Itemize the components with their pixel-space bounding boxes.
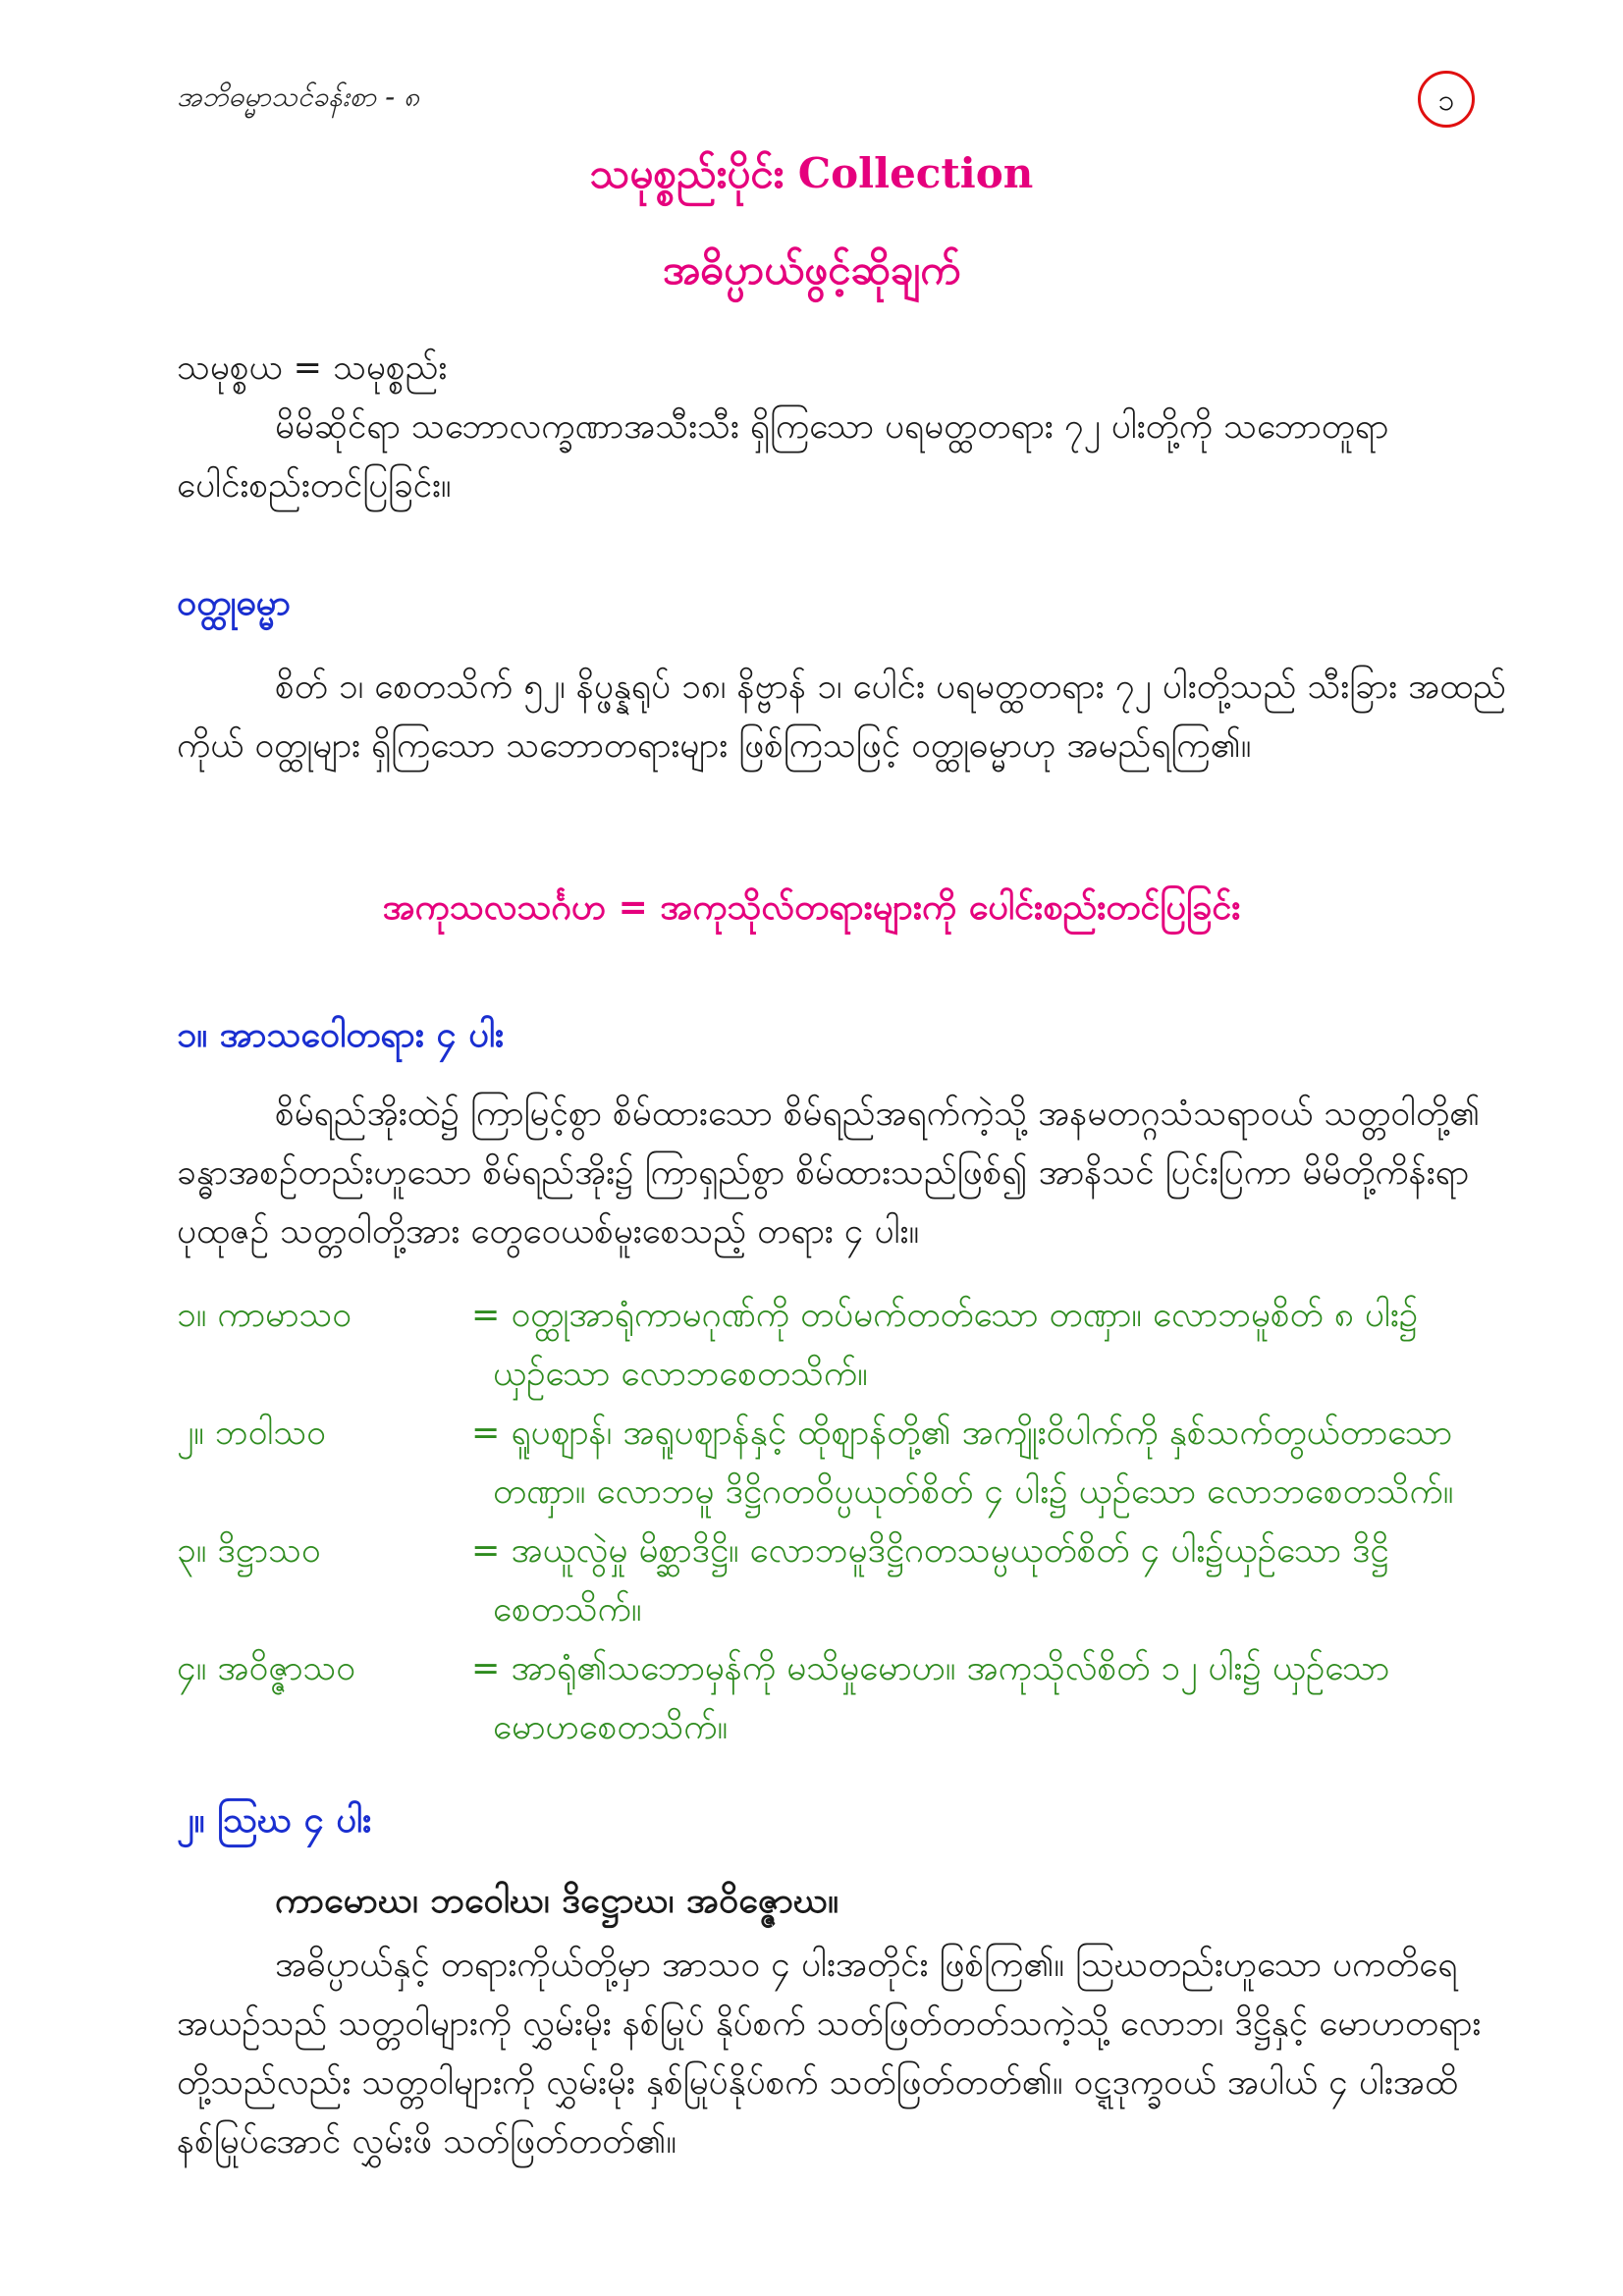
asava-term: ၄။ အဝိဇ္ဇာသဝ [177, 1649, 355, 1688]
asava-definition-line: = ဝတ္ထုအာရုံကာမဂုဏ်ကို တပ်မက်တတ်သော တဏှာ။ လောဘမူစိတ် ၈ ပါး၌ [471, 1296, 1419, 1335]
asava-term: ၃။ ဒိဋ္ဌာသဝ [177, 1531, 321, 1571]
section-heading-vatthu: ဝတ္ထုဓမ္မာ [177, 583, 292, 623]
subsection-heading-asava: ၁။ အာသဝေါတရား ၄ ပါး [177, 1015, 505, 1055]
page-subtitle: အဓိပ္ပာယ်ဖွင့်ဆိုချက် [662, 245, 961, 294]
intro-definition: သမုစ္စယ = သမုစ္စည်း [177, 348, 448, 388]
page-number: ၁ [1418, 71, 1475, 128]
vatthu-paragraph: စိတ် ၁၊ စေတသိက် ၅၂၊ နိပ္ဖန္နရုပ် ၁၈၊ နိဗ္ဗာန် ၁၊ ပေါင်း ပရမတ္ထတရား ၇၂ ပါးတို့သည် သီးခြား အထည် ကိုယ် ဝတ္ထုများ ရှိကြသော သဘောတရားများ ဖြစ်ကြသဖြင့် ဝတ္ထုဓမ္မာဟု အမည်ရကြ၏။ [177, 667, 1506, 766]
section-heading-akusala: အကုသလသင်္ဂဟ = အကုသိုလ်တရားများကို ပေါင်းစည်းတင်ပြခြင်း [382, 887, 1241, 928]
asava-definition-line: = အာရုံ၏သဘောမှန်ကို မသိမှုမောဟ။ အကုသိုလ်စိတ် ၁၂ ပါး၌ ယှဉ်သော [471, 1649, 1390, 1688]
asava-term: ၁။ ကာမာသဝ [177, 1296, 352, 1335]
asava-definition-line: မောဟစေတသိက်။ [493, 1708, 729, 1747]
asava-definition-line: တဏှာ။ လောဘမူ ဒိဋ္ဌိဂတဝိပ္ပယုတ်စိတ် ၄ ပါး၌ ယှဉ်သော လောဘစေတသိက်။ [493, 1472, 1454, 1512]
asava-definition-line: ယှဉ်သော လောဘစေတသိက်။ [493, 1355, 868, 1394]
asava-definition-line: = အယူလွဲမှု မိစ္ဆာဒိဋ္ဌိ။ လောဘမူဒိဋ္ဌိဂတသမ္ပယုတ်စိတ် ၄ ပါး၌ယှဉ်သော ဒိဋ္ဌိ [471, 1531, 1389, 1571]
page-title: သမုစ္စည်းပိုင်း Collection [589, 149, 1034, 197]
intro-paragraph: မိမိဆိုင်ရာ သဘောလက္ခဏာအသီးသီး ရှိကြသော ပရမတ္ထတရား ၇၂ ပါးတို့ကို သဘောတူရာ ပေါင်းစည်းတင်ပြခြင်း။ [177, 407, 1389, 506]
asava-definition-line: စေတသိက်။ [493, 1590, 642, 1629]
ogha-paragraph: အဓိပ္ပာယ်နှင့် တရားကိုယ်တို့မှာ အာသဝ ၄ ပါးအတိုင်း ဖြစ်ကြ၏။ ဩဃတည်းဟူသော ပကတိရေအယဉ်သည် သတ္တဝါများကို လွှမ်းမိုး နစ်မြုပ် နိုပ်စက် သတ်ဖြတ်တတ်သကဲ့သို့ လောဘ၊ ဒိဋ္ဌိနှင့် မောဟတရားတို့သည်လည်း သတ္တဝါများကို လွှမ်းမိုး နှစ်မြုပ်နိုပ်စက် သတ်ဖြတ်တတ်၏။ ဝဋ္ဋဒုက္ခဝယ် အပါယ် ၄ ပါးအထိ နစ်မြုပ်အောင် လွှမ်းဖိ သတ်ဖြတ်တတ်၏။ [177, 1946, 1482, 2162]
asava-definition-line: = ရူပဈာန်၊ အရူပဈာန်နှင့် ထိုဈာန်တို့၏ အကျိုးဝိပါက်ကို နှစ်သက်တွယ်တာသော [471, 1414, 1452, 1453]
ogha-list-line: ကာမောဃ၊ ဘဝေါဃ၊ ဒိဋ္ဌောဃ၊ အဝိဇ္ဇောဃ။ [275, 1881, 839, 1921]
asava-paragraph: စိမ်ရည်အိုးထဲ၌ ကြာမြင့်စွာ စိမ်ထားသော စိမ်ရည်အရက်ကဲ့သို့ အနမတဂ္ဂသံသရာဝယ် သတ္တဝါတို့၏ ခန္ဓာအစဉ်တည်းဟူသော စိမ်ရည်အိုး၌ ကြာရှည်စွာ စိမ်ထားသည်ဖြစ်၍ အာနိသင် ပြင်းပြကာ မိမိတို့ကိန်းရာ ပုထုဇဉ် သတ္တဝါတို့အား တွေဝေယစ်မူးစေသည့် တရား ၄ ပါး။ [177, 1095, 1481, 1252]
subsection-heading-ogha: ၂။ ဩဃ ၄ ပါး [177, 1800, 372, 1841]
asava-term: ၂။ ဘဝါသဝ [177, 1414, 326, 1453]
running-header: အဘိဓမ္မာသင်ခန်းစာ - ၈ [177, 80, 420, 113]
